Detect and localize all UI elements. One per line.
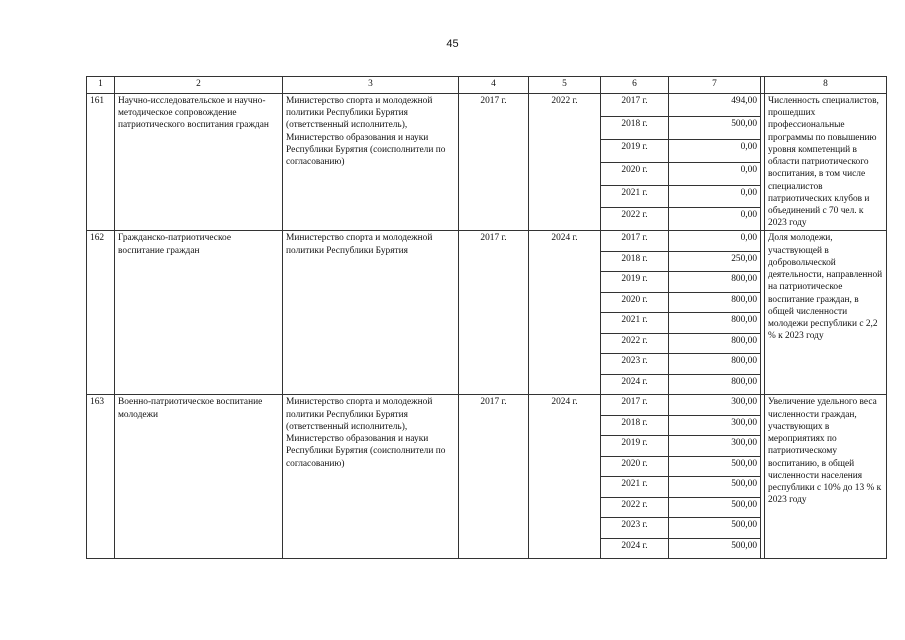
funding-value: 300,00: [669, 415, 761, 436]
funding-year: 2019 г.: [601, 139, 669, 162]
funding-value: 0,00: [669, 139, 761, 162]
funding-value: 500,00: [669, 456, 761, 477]
funding-year: 2020 г.: [601, 292, 669, 313]
funding-value: 0,00: [669, 185, 761, 208]
header-col-6: 6: [601, 77, 669, 94]
funding-year: 2024 г.: [601, 538, 669, 559]
funding-value: 0,00: [669, 162, 761, 185]
funding-value: 500,00: [669, 538, 761, 559]
funding-value: 800,00: [669, 272, 761, 293]
funding-year: 2021 г.: [601, 185, 669, 208]
expected-result: Увеличение удельного веса численности граждан, участвующих в мероприятиях по патриотическому воспитанию, в общей численности населения республики с 10% до 13 % к 2023 году: [765, 395, 887, 559]
measure-executor: Министерство спорта и молодежной политики Республики Бурятия (ответственный исполнитель), Министерство образования и науки Республики Бурятия (соисполнители по согласованию): [283, 395, 459, 559]
table-row: [87, 231, 887, 252]
header-col-2: 2: [115, 77, 283, 94]
funding-year: 2021 г.: [601, 313, 669, 334]
funding-year: 2020 г.: [601, 456, 669, 477]
funding-year: 2022 г.: [601, 497, 669, 518]
funding-value: 500,00: [669, 518, 761, 539]
funding-value: 0,00: [669, 231, 761, 252]
header-row: [87, 77, 887, 94]
funding-value: 800,00: [669, 313, 761, 334]
header-col-4: 4: [459, 77, 529, 94]
expected-result: Доля молодежи, участвующей в добровольческой деятельности, направленной на патриотическое воспитание граждан, в общей численности молодежи республики с 2,2 % к 2023 году: [765, 231, 887, 395]
page-number: 45: [446, 38, 459, 50]
funding-year: 2019 г.: [601, 436, 669, 457]
header-col-8: 8: [765, 77, 887, 94]
table-body: [87, 94, 887, 559]
funding-year: 2017 г.: [601, 94, 669, 117]
funding-year: 2021 г.: [601, 477, 669, 498]
measure-number: 161: [87, 94, 115, 231]
funding-value: 250,00: [669, 251, 761, 272]
funding-year: 2018 г.: [601, 116, 669, 139]
measure-name: Научно-исследовательское и научно-методическое сопровождение патриотического воспитания граждан: [115, 94, 283, 231]
funding-year: 2017 г.: [601, 395, 669, 416]
measure-end-year: 2024 г.: [529, 231, 601, 395]
funding-value: 300,00: [669, 436, 761, 457]
measure-executor: Министерство спорта и молодежной политики Республики Бурятия: [283, 231, 459, 395]
measure-end-year: 2024 г.: [529, 395, 601, 559]
funding-year: 2024 г.: [601, 374, 669, 395]
funding-year: 2018 г.: [601, 415, 669, 436]
header-col-7: 7: [669, 77, 761, 94]
measure-executor: Министерство спорта и молодежной политики Республики Бурятия (ответственный исполнитель), Министерство образования и науки Республики Бурятия (соисполнители по согласованию): [283, 94, 459, 231]
table-row: [87, 94, 887, 117]
measure-number: 163: [87, 395, 115, 559]
funding-year: 2023 г.: [601, 354, 669, 375]
measure-name: Военно-патриотическое воспитание молодежи: [115, 395, 283, 559]
funding-value: 800,00: [669, 354, 761, 375]
funding-year: 2017 г.: [601, 231, 669, 252]
header-col-3: 3: [283, 77, 459, 94]
funding-value: 300,00: [669, 395, 761, 416]
funding-value: 800,00: [669, 374, 761, 395]
measure-start-year: 2017 г.: [459, 395, 529, 559]
measure-start-year: 2017 г.: [459, 94, 529, 231]
funding-value: 500,00: [669, 497, 761, 518]
measure-name: Гражданско-патриотическое воспитание граждан: [115, 231, 283, 395]
measure-start-year: 2017 г.: [459, 231, 529, 395]
expected-result: Численность специалистов, прошедших профессиональные программы по повышению уровня компетенций в области патриотического воспитания, в том числе специалистов патриотических клубов и объединений с 70 чел. к 2023 году: [765, 94, 887, 231]
measure-number: 162: [87, 231, 115, 395]
funding-value: 500,00: [669, 116, 761, 139]
funding-year: 2023 г.: [601, 518, 669, 539]
funding-year: 2022 г.: [601, 333, 669, 354]
header-col-5: 5: [529, 77, 601, 94]
funding-value: 494,00: [669, 94, 761, 117]
funding-value: 0,00: [669, 208, 761, 231]
funding-year: 2018 г.: [601, 251, 669, 272]
header-col-1: 1: [87, 77, 115, 94]
funding-year: 2020 г.: [601, 162, 669, 185]
funding-value: 500,00: [669, 477, 761, 498]
funding-year: 2019 г.: [601, 272, 669, 293]
funding-value: 800,00: [669, 333, 761, 354]
funding-value: 800,00: [669, 292, 761, 313]
table-row: [87, 395, 887, 416]
measure-end-year: 2022 г.: [529, 94, 601, 231]
funding-year: 2022 г.: [601, 208, 669, 231]
program-measures-table: [86, 76, 887, 559]
